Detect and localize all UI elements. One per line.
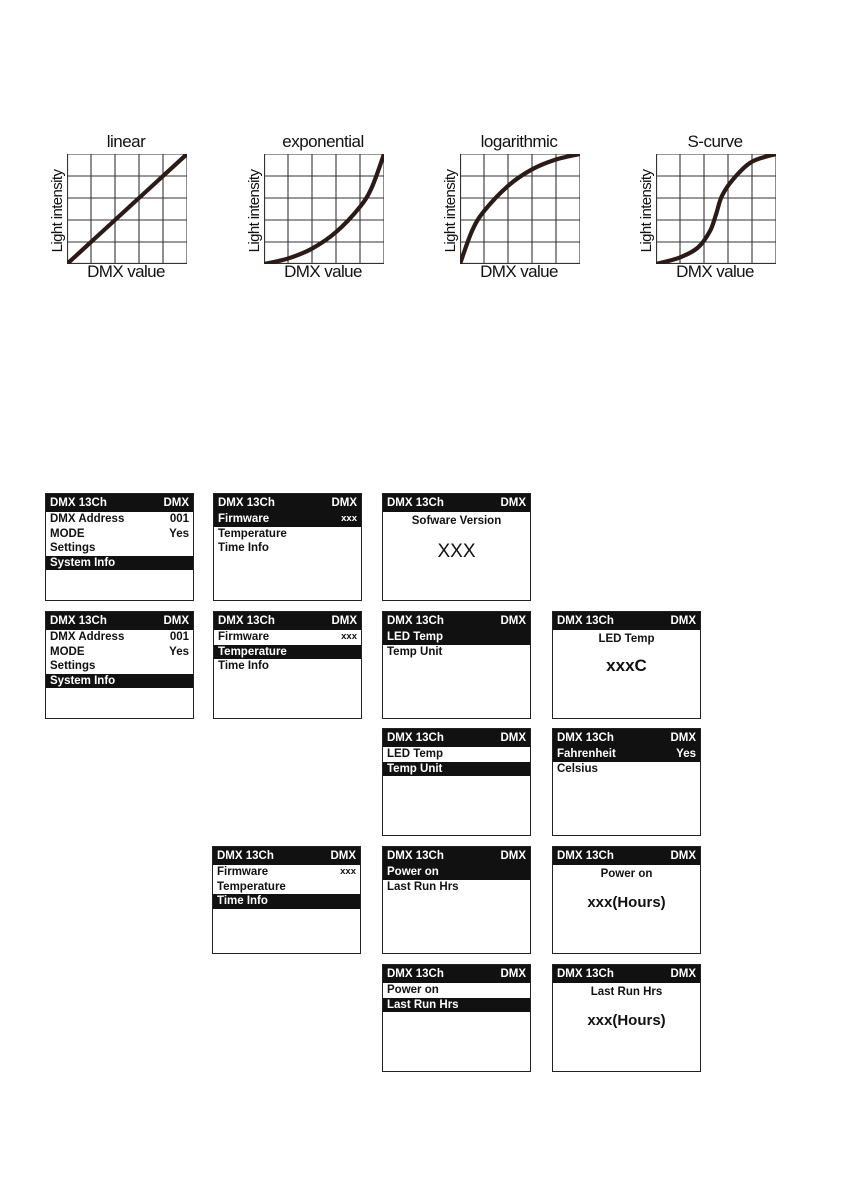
menu-item-firmware[interactable]: [214, 630, 361, 645]
lcd-screen-system-info: [213, 493, 362, 601]
mode-label: DMX 13Ch: [557, 850, 614, 862]
mode-label: DMX 13Ch: [50, 497, 107, 509]
mode-label: DMX 13Ch: [387, 850, 444, 862]
menu-item-label: Firmware: [217, 866, 269, 879]
x-axis-label: DMX value: [480, 262, 558, 281]
menu-item-temp-unit[interactable]: [383, 645, 530, 660]
signal-label: DMX: [331, 497, 357, 509]
menu-item-label: Fahrenheit: [557, 748, 616, 761]
x-axis-label: DMX value: [676, 262, 754, 281]
menu-item-led-temp[interactable]: [383, 747, 530, 762]
menu-item-time-info[interactable]: [214, 659, 361, 674]
menu-item-label: Power on: [387, 866, 439, 879]
chart-title: linear: [106, 132, 146, 151]
mode-label: DMX 13Ch: [387, 497, 444, 509]
power-on-hours-value: xxx(Hours): [587, 894, 666, 911]
intensity-curve: [460, 154, 580, 264]
menu-item-mode[interactable]: [46, 527, 193, 542]
screen-header: [553, 847, 700, 865]
x-axis-label: DMX value: [284, 262, 362, 281]
mode-label: DMX 13Ch: [218, 615, 275, 627]
menu-item-label: Time Info: [218, 660, 269, 673]
menu-item-value: 001: [169, 631, 189, 644]
intensity-curve: [264, 154, 384, 264]
mode-label: DMX 13Ch: [218, 497, 275, 509]
lcd-screen-temperature-menu: [382, 728, 531, 836]
lcd-screen-led-temp: [552, 611, 701, 719]
screen-header: [383, 612, 530, 630]
menu-item-celsius[interactable]: [553, 762, 700, 777]
intensity-curve: [67, 154, 187, 264]
menu-item-system-info[interactable]: [46, 674, 193, 689]
menu-item-label: Firmware: [218, 631, 270, 644]
screen-header: [383, 847, 530, 865]
menu-item-label: DMX Address: [50, 631, 125, 644]
menu-item-label: DMX Address: [50, 513, 125, 526]
menu-item-label: Celsius: [557, 762, 598, 775]
mode-label: DMX 13Ch: [557, 732, 614, 744]
menu-item-mode[interactable]: [46, 645, 193, 660]
menu-item-dmx-address[interactable]: [46, 512, 193, 527]
mode-label: DMX 13Ch: [387, 968, 444, 980]
lcd-screen-main-menu: [45, 493, 194, 601]
mode-label: DMX 13Ch: [387, 615, 444, 627]
intensity-curve: [656, 154, 776, 264]
menu-item-firmware[interactable]: [213, 865, 360, 880]
curve-chart-exponential: [244, 132, 384, 284]
menu-item-label: Power on: [387, 984, 439, 997]
menu-item-label: Time Info: [218, 542, 269, 555]
screen-header: [214, 494, 361, 512]
software-version-value: XXX: [437, 541, 476, 562]
curve-chart-s-curve: [636, 132, 776, 284]
screen-subtitle: Last Run Hrs: [590, 986, 663, 998]
menu-item-label: Temperature: [218, 645, 287, 658]
screen-header: [553, 965, 700, 983]
menu-item-value: xxx: [341, 513, 357, 525]
mode-label: DMX 13Ch: [50, 615, 107, 627]
signal-label: DMX: [670, 732, 696, 744]
lcd-screen-last-run-hrs: [552, 964, 701, 1072]
screen-header: [383, 494, 530, 512]
signal-label: DMX: [670, 850, 696, 862]
menu-item-led-temp[interactable]: [383, 630, 530, 645]
lcd-screen-main-menu: [45, 611, 194, 719]
menu-item-time-info[interactable]: [214, 541, 361, 556]
menu-item-temperature[interactable]: [214, 645, 361, 660]
y-axis-label: Light intensity: [442, 169, 459, 253]
menu-item-label: MODE: [50, 527, 85, 540]
menu-item-settings[interactable]: [46, 541, 193, 556]
menu-item-fahrenheit[interactable]: [553, 747, 700, 762]
mode-label: DMX 13Ch: [387, 732, 444, 744]
lcd-screen-power-on: [552, 846, 701, 954]
screen-header: [213, 847, 360, 865]
menu-item-value: xxx: [340, 866, 356, 878]
menu-item-temperature[interactable]: [214, 527, 361, 542]
curve-chart-linear: [47, 132, 187, 284]
menu-item-firmware[interactable]: [214, 512, 361, 527]
signal-label: DMX: [331, 615, 357, 627]
mode-label: DMX 13Ch: [557, 968, 614, 980]
signal-label: DMX: [163, 497, 189, 509]
y-axis-label: Light intensity: [246, 169, 263, 253]
menu-item-last-run-hrs[interactable]: [383, 998, 530, 1013]
lcd-screen-software-version: [382, 493, 531, 601]
signal-label: DMX: [500, 732, 526, 744]
menu-item-temp-unit[interactable]: [383, 762, 530, 777]
curve-chart-logarithmic: [440, 132, 580, 284]
menu-item-power-on[interactable]: [383, 865, 530, 880]
lcd-screen-time-info: [382, 846, 531, 954]
menu-item-value: 001: [169, 513, 189, 526]
menu-item-label: LED Temp: [387, 631, 444, 644]
menu-item-temperature[interactable]: [213, 880, 360, 895]
signal-label: DMX: [500, 968, 526, 980]
curve-plot: [656, 154, 776, 264]
menu-item-time-info[interactable]: [213, 894, 360, 909]
screen-header: [214, 612, 361, 630]
menu-item-system-info[interactable]: [46, 556, 193, 571]
menu-item-label: Temperature: [218, 527, 287, 540]
mode-label: DMX 13Ch: [557, 615, 614, 627]
screen-header: [46, 494, 193, 512]
screen-subtitle: Power on: [600, 868, 653, 880]
curve-plot: [67, 154, 187, 264]
menu-item-label: System Info: [50, 674, 116, 687]
lcd-screen-time-info: [382, 964, 531, 1072]
chart-title: exponential: [282, 132, 364, 151]
menu-item-label: LED Temp: [387, 748, 444, 761]
menu-item-dmx-address[interactable]: [46, 630, 193, 645]
menu-item-label: Settings: [50, 660, 96, 673]
menu-item-label: MODE: [50, 645, 85, 658]
menu-item-label: System Info: [50, 556, 116, 569]
curve-plot: [264, 154, 384, 264]
y-axis-label: Light intensity: [638, 169, 655, 253]
y-axis-label: Light intensity: [49, 169, 66, 253]
menu-item-label: Temp Unit: [387, 762, 443, 775]
menu-item-value: xxx: [341, 631, 357, 643]
lcd-screen-system-info: [213, 611, 362, 719]
screen-header: [553, 612, 700, 630]
mode-label: DMX 13Ch: [217, 850, 274, 862]
menu-item-label: Temp Unit: [387, 645, 443, 658]
led-temp-value: xxxC: [606, 656, 647, 675]
menu-item-label: Settings: [50, 542, 96, 555]
screen-header: [553, 729, 700, 747]
menu-item-label: Time Info: [217, 895, 268, 908]
menu-item-last-run-hrs[interactable]: [383, 880, 530, 895]
lcd-screen-system-info: [212, 846, 361, 954]
screen-subtitle: Sofware Version: [411, 515, 502, 527]
menu-item-value: Yes: [169, 527, 189, 540]
menu-item-label: Firmware: [218, 513, 270, 526]
menu-item-label: Temperature: [217, 880, 286, 893]
signal-label: DMX: [500, 497, 526, 509]
chart-title: logarithmic: [480, 132, 558, 151]
signal-label: DMX: [670, 615, 696, 627]
menu-item-label: Last Run Hrs: [387, 880, 459, 893]
signal-label: DMX: [500, 615, 526, 627]
menu-item-value: Yes: [676, 748, 696, 761]
signal-label: DMX: [330, 850, 356, 862]
screen-header: [383, 729, 530, 747]
menu-item-power-on[interactable]: [383, 983, 530, 998]
lcd-screen-temperature-menu: [382, 611, 531, 719]
screen-header: [46, 612, 193, 630]
curve-plot: [460, 154, 580, 264]
menu-item-value: Yes: [169, 645, 189, 658]
menu-item-label: Last Run Hrs: [387, 998, 459, 1011]
screen-subtitle: LED Temp: [598, 633, 655, 645]
signal-label: DMX: [163, 615, 189, 627]
signal-label: DMX: [500, 850, 526, 862]
lcd-screen-temp-unit: [552, 728, 701, 836]
screen-header: [383, 965, 530, 983]
signal-label: DMX: [670, 968, 696, 980]
menu-item-settings[interactable]: [46, 659, 193, 674]
last-run-hours-value: xxx(Hours): [587, 1012, 666, 1029]
x-axis-label: DMX value: [87, 262, 165, 281]
chart-title: S-curve: [687, 132, 743, 151]
